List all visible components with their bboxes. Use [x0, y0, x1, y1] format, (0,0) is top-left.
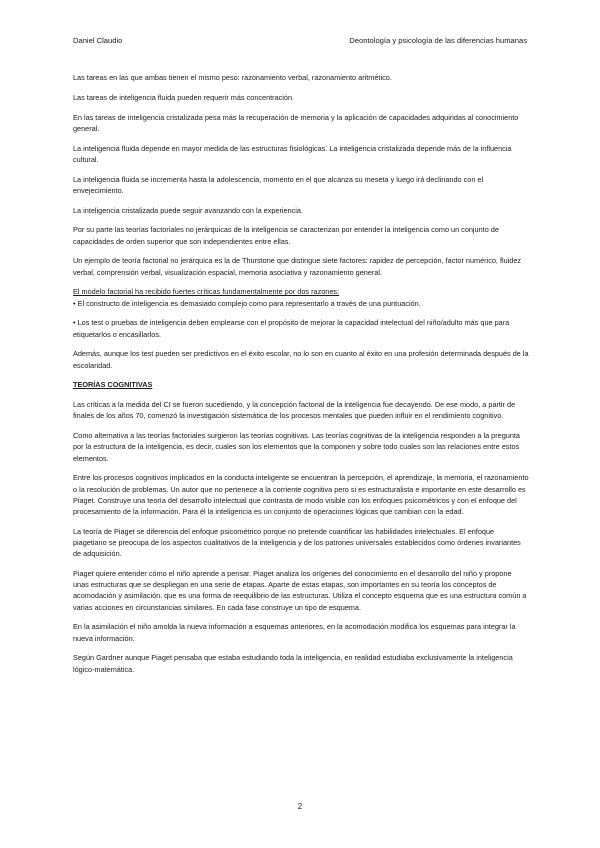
page-header: [73, 36, 527, 48]
paragraph: La inteligencia cristalizada puede seguir avanzando con la experiencia.: [73, 205, 304, 215]
paragraph: Además, aunque los test pueden ser predictivos en el éxito escolar, no lo son en cuanto al éxito en una profesión determinada después de la escolaridad.: [73, 349, 529, 370]
header-course-title: Deontología y psicología de las diferencias humanas: [349, 36, 527, 45]
paragraph: Un ejemplo de teoría factorial no jerárquica es la de Thurstone que distingue siete factores: rapidez de percepción, factor numérico, fluidez verbal, comprensión verbal, visualización espacial, memoria asociativa y razonamiento general.: [73, 256, 522, 277]
paragraph: Según Gardner aunque Piaget pensaba que estaba estudiando toda la inteligencia, en realidad estudiaba exclusivamente la inteligencia lógico-matemática.: [73, 653, 513, 674]
paragraph: Las tareas en las que ambas tienen el mismo peso: razonamiento verbal, razonamiento aritmético.: [73, 73, 392, 82]
paragraph: En las tareas de inteligencia cristalizada pesa más la recuperación de memoria y la aplicación de capacidades adquiridas al conocimiento general.: [73, 112, 519, 133]
paragraph: Las críticas a la medida del CI se fueron sucediendo, y la concepción factorial de la inteligencia fue decayendo. De ese modo, a partir de finales de los años 70, comenzó la investigación sistemática de los procesos mentales que pueden influir en el rendimiento cognitivo.: [73, 400, 516, 421]
critique-item: • El constructo de inteligencia es demasiado complejo como para representarlo a través de una puntuación.: [73, 298, 421, 308]
paragraph: La inteligencia fluida se incrementa hasta la adolescencia, momento en el que alcanza su meseta y luego irá declinando con el envejecimiento.: [73, 174, 484, 195]
document-body: [73, 72, 529, 683]
critiques-intro: El modelo factorial ha recibido fuertes críticas fundamentalmente por dos razones:: [73, 287, 340, 297]
critique-item: • Los test o pruebas de inteligencia deben emplearse con el propósito de mejorar la capacidad intelectual del niño/adulto más que para etiquetarlos o encasillarlos.: [73, 318, 510, 339]
header-author: Daniel Claudio: [73, 36, 123, 45]
paragraph: En la asimilación el niño amolda la nueva información a esquemas anteriores, en la acomodación modifica los esquemas para integrar la nueva información.: [73, 622, 516, 643]
paragraph: Por su parte las teorías factoriales no jerárquicas de la inteligencia se caracterizan por entender la inteligencia como un conjunto de capacidades de orden superior que son independientes entre ellas.: [73, 225, 499, 246]
paragraph: Las tareas de inteligencia fluida pueden requerir más concentración.: [73, 92, 295, 102]
paragraph: Como alternativa a las teorías factoriales surgieron las teorías cognitivas. Las teorías cognitivas de la inteligencia responden a la pregunta por la estructura de la inteligencia, es decir, cuales son los elementos que la componen y sobre todo cuales son las relaciones entre estos elementos.: [73, 431, 520, 463]
paragraph: La teoría de Piaget se diferencia del enfoque psicométrico porque no pretende cuantificar las habilidades intelectuales. El enfoque piagetiano se preocupa de los aspectos cualitativos de la inteligencia y de los patrones universales establecidos como órdenes invariantes de adquisición.: [73, 526, 521, 559]
section-title: TEORÍAS COGNITIVAS: [73, 380, 153, 390]
paragraph: Entre los procesos cognitivos implicados en la conducta inteligente se encuentran la percepción, el aprendizaje, la memoria, el razonamiento o la resolución de problemas. Un autor que no pertenece a la corriente cognitiva pero si es estructuralista e importante en este desarrollo es Piaget. Construye una teoría del desarrollo intelectual que contrasta de modo visible con los enfoques psicométricos y con el enfoque del procesamiento de la información. Para él la inteligencia es un conjunto de operaciones lógicas que cambian con la edad.: [73, 473, 529, 516]
page-number: 2: [297, 802, 303, 811]
paragraph: Piaget quiere entender cómo el niño aprende a pensar. Piaget analiza los orígenes del conocimiento en el desarrollo del niño y propone unas estructuras que se despliegan en una serie de etapas. Aparte de estas etapas, son importantes en su teoría los conceptos de acomodación y asimilación. que es una forma de reequilibrio de las estructuras. Utiliza el concepto esquema que es una estructura común a varias acciones en circunstancias similares. En cada fase construye un tipo de esquema.: [73, 569, 527, 612]
paragraph: La inteligencia fluida depende en mayor medida de las estructuras fisiológicas. La inteligencia cristalizada depende más de la influencia cultural.: [73, 143, 512, 164]
